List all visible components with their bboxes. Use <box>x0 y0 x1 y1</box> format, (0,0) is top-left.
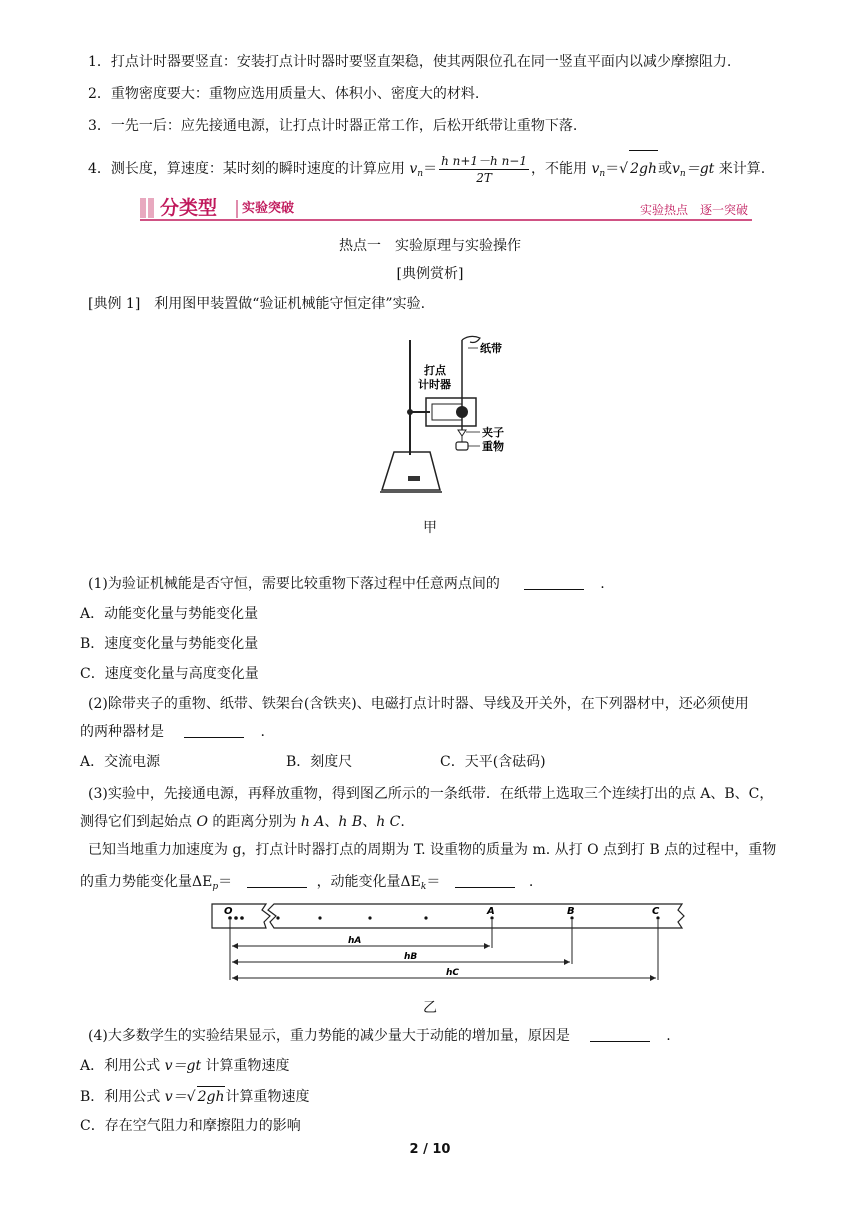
q4-stem-text: (4)大多数学生的实验结果显示，重力势能的减少量大于动能的增加量，原因是 <box>88 1028 570 1044</box>
q3-line4-d: ＝ <box>426 874 441 890</box>
banner-right-label: 实验热点 逐一突破 <box>639 203 748 217</box>
note-4-or: 或 <box>658 161 672 177</box>
dim-label-hA: hA <box>348 936 362 946</box>
q2-stem2-text: 的两种器材是 <box>80 724 164 740</box>
section-subtitle: [典例赏析] <box>396 266 464 282</box>
q1-stem-text: (1)为验证机械能是否守恒，需要比较重物下落过程中任意两点间的 <box>88 576 500 592</box>
q4-option-c: C．存在空气阻力和摩擦阻力的影响 <box>80 1118 301 1134</box>
q2-answer-blank[interactable] <box>184 723 244 738</box>
banner-stripe-2 <box>148 198 154 218</box>
note-2: 2．重物密度要大：重物应选用质量大、体积小、密度大的材料. <box>88 86 480 102</box>
page-number: 2 / 10 <box>409 1142 451 1157</box>
q3-line4 <box>80 872 533 897</box>
q1-end: . <box>600 576 605 592</box>
note-4-eq: ＝ <box>423 161 438 177</box>
clip-shape <box>458 430 466 436</box>
q3-line2-a: 测得它们到起始点 <box>80 814 192 830</box>
q3-hB: h B <box>338 814 363 830</box>
q3-line3: 已知当地重力加速度为 g，打点计时器打点的周期为 T. 设重物的质量为 m. 从打 O 点到打 B 点的过程中，重物 <box>88 842 777 858</box>
q2-option-c: C．天平(含砝码) <box>440 754 546 770</box>
q4-stem <box>88 1026 671 1046</box>
q4-b-post: 计算重物速度 <box>225 1089 310 1105</box>
q3-hC: h C <box>376 814 401 830</box>
note-4-v2sub: n <box>599 169 606 179</box>
q3-line4-a: 的重力势能变化量ΔE <box>80 874 213 890</box>
q2-option-b: B．刻度尺 <box>286 754 353 770</box>
note-4-v3: v <box>672 161 680 177</box>
note-4-mid: ，不能用 <box>531 161 588 177</box>
figure-yi-caption: 乙 <box>423 1000 437 1016</box>
figure-jia-caption: 甲 <box>423 520 437 536</box>
q3-line2-b: 的距离分别为 <box>212 814 297 830</box>
label-weight: 重物 <box>482 440 504 453</box>
q4-answer-blank[interactable] <box>590 1027 650 1042</box>
tape-label-B: B <box>567 906 575 917</box>
dot-3 <box>368 916 371 919</box>
q3-ep-answer-blank[interactable] <box>247 873 307 888</box>
figure-paper-tape <box>208 898 688 984</box>
arrow-hB-left <box>232 959 238 965</box>
banner-subtitle: 实验突破 <box>242 201 295 216</box>
note-4-denominator: 2T <box>476 170 492 185</box>
label-clip: 夹子 <box>482 426 504 439</box>
note-4-fraction <box>439 153 529 186</box>
q4-b-pre: B．利用公式 <box>80 1089 161 1105</box>
note-4-numerator: h n+1－h n−1 <box>441 153 528 168</box>
q4-a-formula: v＝gt <box>164 1058 202 1074</box>
q4-option-a <box>80 1056 290 1076</box>
note-4-sqrt: 2gh <box>629 150 658 187</box>
section-banner <box>140 196 752 222</box>
q3-ek-answer-blank[interactable] <box>455 873 515 888</box>
note-4-gt: ＝gt <box>685 161 715 177</box>
q1-stem <box>88 574 605 594</box>
arrow-hC-right <box>650 975 656 981</box>
stand-base-block <box>408 476 420 481</box>
q3-line1: (3)实验中，先接通电源，再释放重物，得到图乙所示的一条纸带．在纸带上选取三个连续打出的点 A、B、C， <box>88 786 774 802</box>
arrow-hB-right <box>564 959 570 965</box>
q4-a-post: 计算重物速度 <box>205 1058 290 1074</box>
note-4-vsub: n <box>417 169 424 179</box>
dim-label-hC: hC <box>446 968 460 978</box>
q3-line4-p: p <box>212 882 219 892</box>
q3-line4-c: ，动能变化量ΔE <box>316 874 421 890</box>
label-tape: 纸带 <box>480 342 502 355</box>
timer-body <box>426 398 476 426</box>
note-1: 1．打点计时器要竖直：安装打点计时器时要竖直架稳，使其两限位孔在同一竖直平面内以减少摩擦阻力. <box>88 54 732 70</box>
label-timer-line1: 打点 <box>424 364 446 377</box>
q4-end: . <box>666 1028 671 1044</box>
q1-option-a: A．动能变化量与势能变化量 <box>80 606 259 622</box>
hand-icon <box>462 336 480 342</box>
q4-b-v: v＝ <box>164 1089 187 1105</box>
q4-a-pre: A．利用公式 <box>80 1058 161 1074</box>
dot-4 <box>424 916 427 919</box>
q3-line2: 测得它们到起始点 O 的距离分别为 h A、h B、h C. <box>80 814 405 830</box>
figure-apparatus <box>380 330 520 502</box>
q1-option-b: B．速度变化量与势能变化量 <box>80 636 259 652</box>
example-intro: [典例 1] 利用图甲装置做“验证机械能守恒定律”实验. <box>88 296 426 312</box>
q1-option-c: C．速度变化量与高度变化量 <box>80 666 259 682</box>
dot-o-3 <box>240 916 244 920</box>
arrow-hA-right <box>484 943 490 949</box>
note-4: 4．测长度，算速度：某时刻的瞬时速度的计算应用 $v_n=$ $\frac{\text{h n+1－h n−1}}{2T}$ ，不能用 $v_n=√$ 2gh或$v_n=gt$ 来计算. <box>88 150 765 192</box>
weight-shape <box>456 442 468 450</box>
q3-hA: h A <box>300 814 325 830</box>
tape-label-C: C <box>652 906 660 917</box>
clamp-knob <box>407 409 413 415</box>
tape-segment-right <box>268 904 684 928</box>
q4-b-sqrt: 2gh <box>197 1086 226 1107</box>
dot-1 <box>276 916 279 919</box>
banner-main-title: 分类型 <box>160 197 218 219</box>
q1-answer-blank[interactable] <box>524 575 584 590</box>
note-4-v: v <box>409 161 418 177</box>
q2-stem-line1: (2)除带夹子的重物、纸带、铁架台(含铁夹)、电磁打点计时器、导线及开关外，在下列器材中，还必须使用 <box>88 696 749 712</box>
q2-end: . <box>260 724 265 740</box>
tape-segment-left <box>212 904 270 928</box>
dot-2 <box>318 916 321 919</box>
q3-line4-b: ＝ <box>218 874 233 890</box>
banner-stripe-1 <box>140 198 146 218</box>
arrow-hA-left <box>232 943 238 949</box>
tape-label-A: A <box>487 906 495 917</box>
arrow-hC-left <box>232 975 238 981</box>
tape-label-O: O <box>224 906 233 917</box>
note-4-prefix: 4．测长度，算速度：某时刻的瞬时速度的计算应用 <box>88 161 405 177</box>
section-title: 热点一 实验原理与实验操作 <box>339 238 521 254</box>
q4-option-b: B．利用公式 v＝√ 2gh计算重物速度 <box>80 1086 309 1107</box>
q3-end: . <box>528 874 534 890</box>
dot-o-2 <box>234 916 238 920</box>
note-4-v2: v <box>591 161 600 177</box>
note-3: 3．一先一后：应先接通电源，让打点计时器正常工作，后松开纸带让重物下落. <box>88 118 578 134</box>
dim-label-hB: hB <box>404 952 418 962</box>
q3-line2-O: O <box>196 814 208 830</box>
note-4-v3sub: n <box>679 169 686 179</box>
q2-stem-line2 <box>80 722 265 742</box>
stand-base <box>382 452 440 490</box>
q2-option-a: A．交流电源 <box>80 754 161 770</box>
label-timer-line2: 计时器 <box>418 378 451 391</box>
q3-line4-k: k <box>420 882 427 892</box>
note-4-end: 来计算. <box>718 161 766 177</box>
